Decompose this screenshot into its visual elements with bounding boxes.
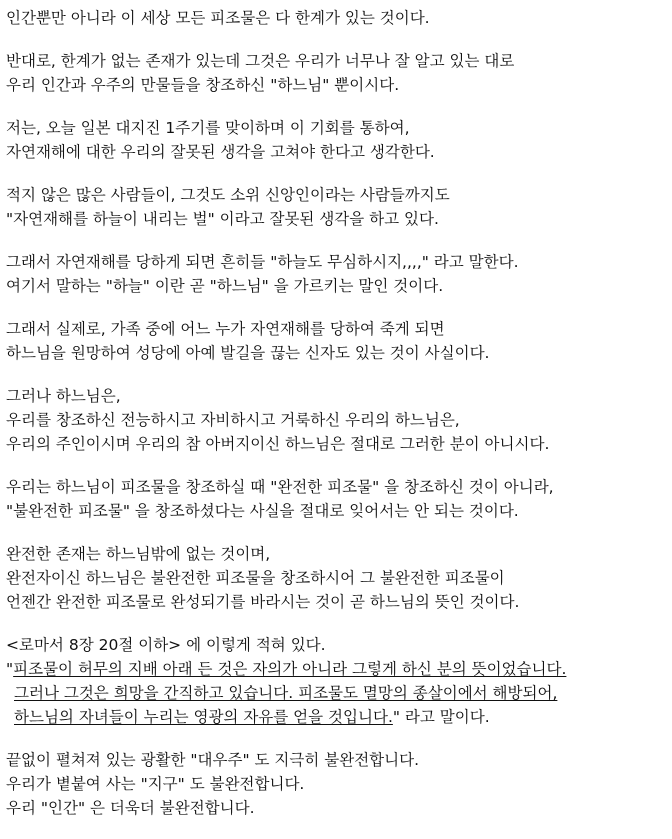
text-line: 반대로, 한계가 없는 존재가 있는데 그것은 우리가 너무나 잘 알고 있는 대로 [6, 52, 515, 70]
text-line: 우리 "인간" 은 더욱더 불완전합니다. [6, 799, 255, 817]
quote-line-1 [6, 657, 666, 681]
quote-line-2 [6, 681, 666, 705]
paragraph-1 [6, 6, 666, 30]
paragraph-9 [6, 542, 666, 614]
quote-open-mark: " [6, 660, 14, 678]
document-body [6, 6, 666, 839]
paragraph-5 [6, 250, 666, 298]
paragraph-11 [6, 748, 666, 820]
underlined-quote-text: 그러나 그것은 희망을 간직하고 있습니다. 피조물도 멸망의 종살이에서 해방되어, [14, 684, 558, 702]
paragraph-2 [6, 49, 666, 97]
paragraph-6 [6, 317, 666, 365]
paragraph-4 [6, 183, 666, 231]
quote-close-text: " 라고 말이다. [392, 708, 490, 726]
text-line: 완전자이신 하느님은 불완전한 피조물을 창조하시어 그 불완전한 피조물이 [6, 569, 505, 587]
text-line: 저는, 오늘 일본 대지진 1주기를 맞이하며 이 기회를 통하여, [6, 119, 410, 137]
text-line: 여기서 말하는 "하늘" 이란 곧 "하느님" 을 가르키는 말인 것이다. [6, 277, 444, 295]
underlined-quote-text: 피조물이 허무의 지배 아래 든 것은 자의가 아니라 그렇게 하신 분의 뜻이었습니다. [13, 660, 567, 678]
text-line: "자연재해를 하늘이 내리는 벌" 이라고 잘못된 생각을 하고 있다. [6, 210, 439, 228]
text-line: 하느님을 원망하여 성당에 아예 발길을 끊는 신자도 있는 것이 사실이다. [6, 344, 490, 362]
text-line: 자연재해에 대한 우리의 잘못된 생각을 고쳐야 한다고 생각한다. [6, 143, 435, 161]
paragraph-10 [6, 633, 666, 729]
text-line: 인간뿐만 아니라 이 세상 모든 피조물은 다 한계가 있는 것이다. [6, 9, 430, 27]
text-line: 우리는 하느님이 피조물을 창조하실 때 "완전한 피조물" 을 창조하신 것이 아니라, [6, 478, 554, 496]
text-line: "불완전한 피조물" 을 창조하셨다는 사실을 절대로 잊어서는 안 되는 것이다. [6, 502, 519, 520]
text-line: 그래서 실제로, 가족 중에 어느 누가 자연재해를 당하여 죽게 되면 [6, 320, 445, 338]
text-line: 적지 않은 많은 사람들이, 그것도 소위 신앙인이라는 사람들까지도 [6, 186, 450, 204]
paragraph-7 [6, 384, 666, 456]
paragraph-8 [6, 475, 666, 523]
underlined-quote-text: 하느님의 자녀들이 누리는 영광의 자유를 얻을 것입니다. [14, 708, 393, 726]
text-line: 그래서 자연재해를 당하게 되면 흔히들 "하늘도 무심하시지,,,," 라고 말한다. [6, 253, 519, 271]
quote-line-3 [6, 705, 666, 729]
paragraph-3 [6, 116, 666, 164]
text-line: 언젠간 완전한 피조물로 완성되기를 바라시는 것이 곧 하느님의 뜻인 것이다. [6, 593, 520, 611]
text-line: 우리 인간과 우주의 만물들을 창조하신 "하느님" 뿐이시다. [6, 76, 400, 94]
text-line: 우리가 볕붙여 사는 "지구" 도 불완전합니다. [6, 775, 305, 793]
scripture-reference-line: <로마서 8장 20절 이하> 에 이렇게 적혀 있다. [6, 636, 326, 654]
text-line: 끝없이 펼쳐져 있는 광활한 "대우주" 도 지극히 불완전합니다. [6, 751, 420, 769]
text-line: 완전한 존재는 하느님밖에 없는 것이며, [6, 545, 271, 563]
text-line: 우리의 주인이시며 우리의 참 아버지이신 하느님은 절대로 그러한 분이 아니시다. [6, 435, 550, 453]
text-line: 우리를 창조하신 전능하시고 자비하시고 거룩하신 우리의 하느님은, [6, 411, 460, 429]
text-line: 그러나 하느님은, [6, 387, 121, 405]
